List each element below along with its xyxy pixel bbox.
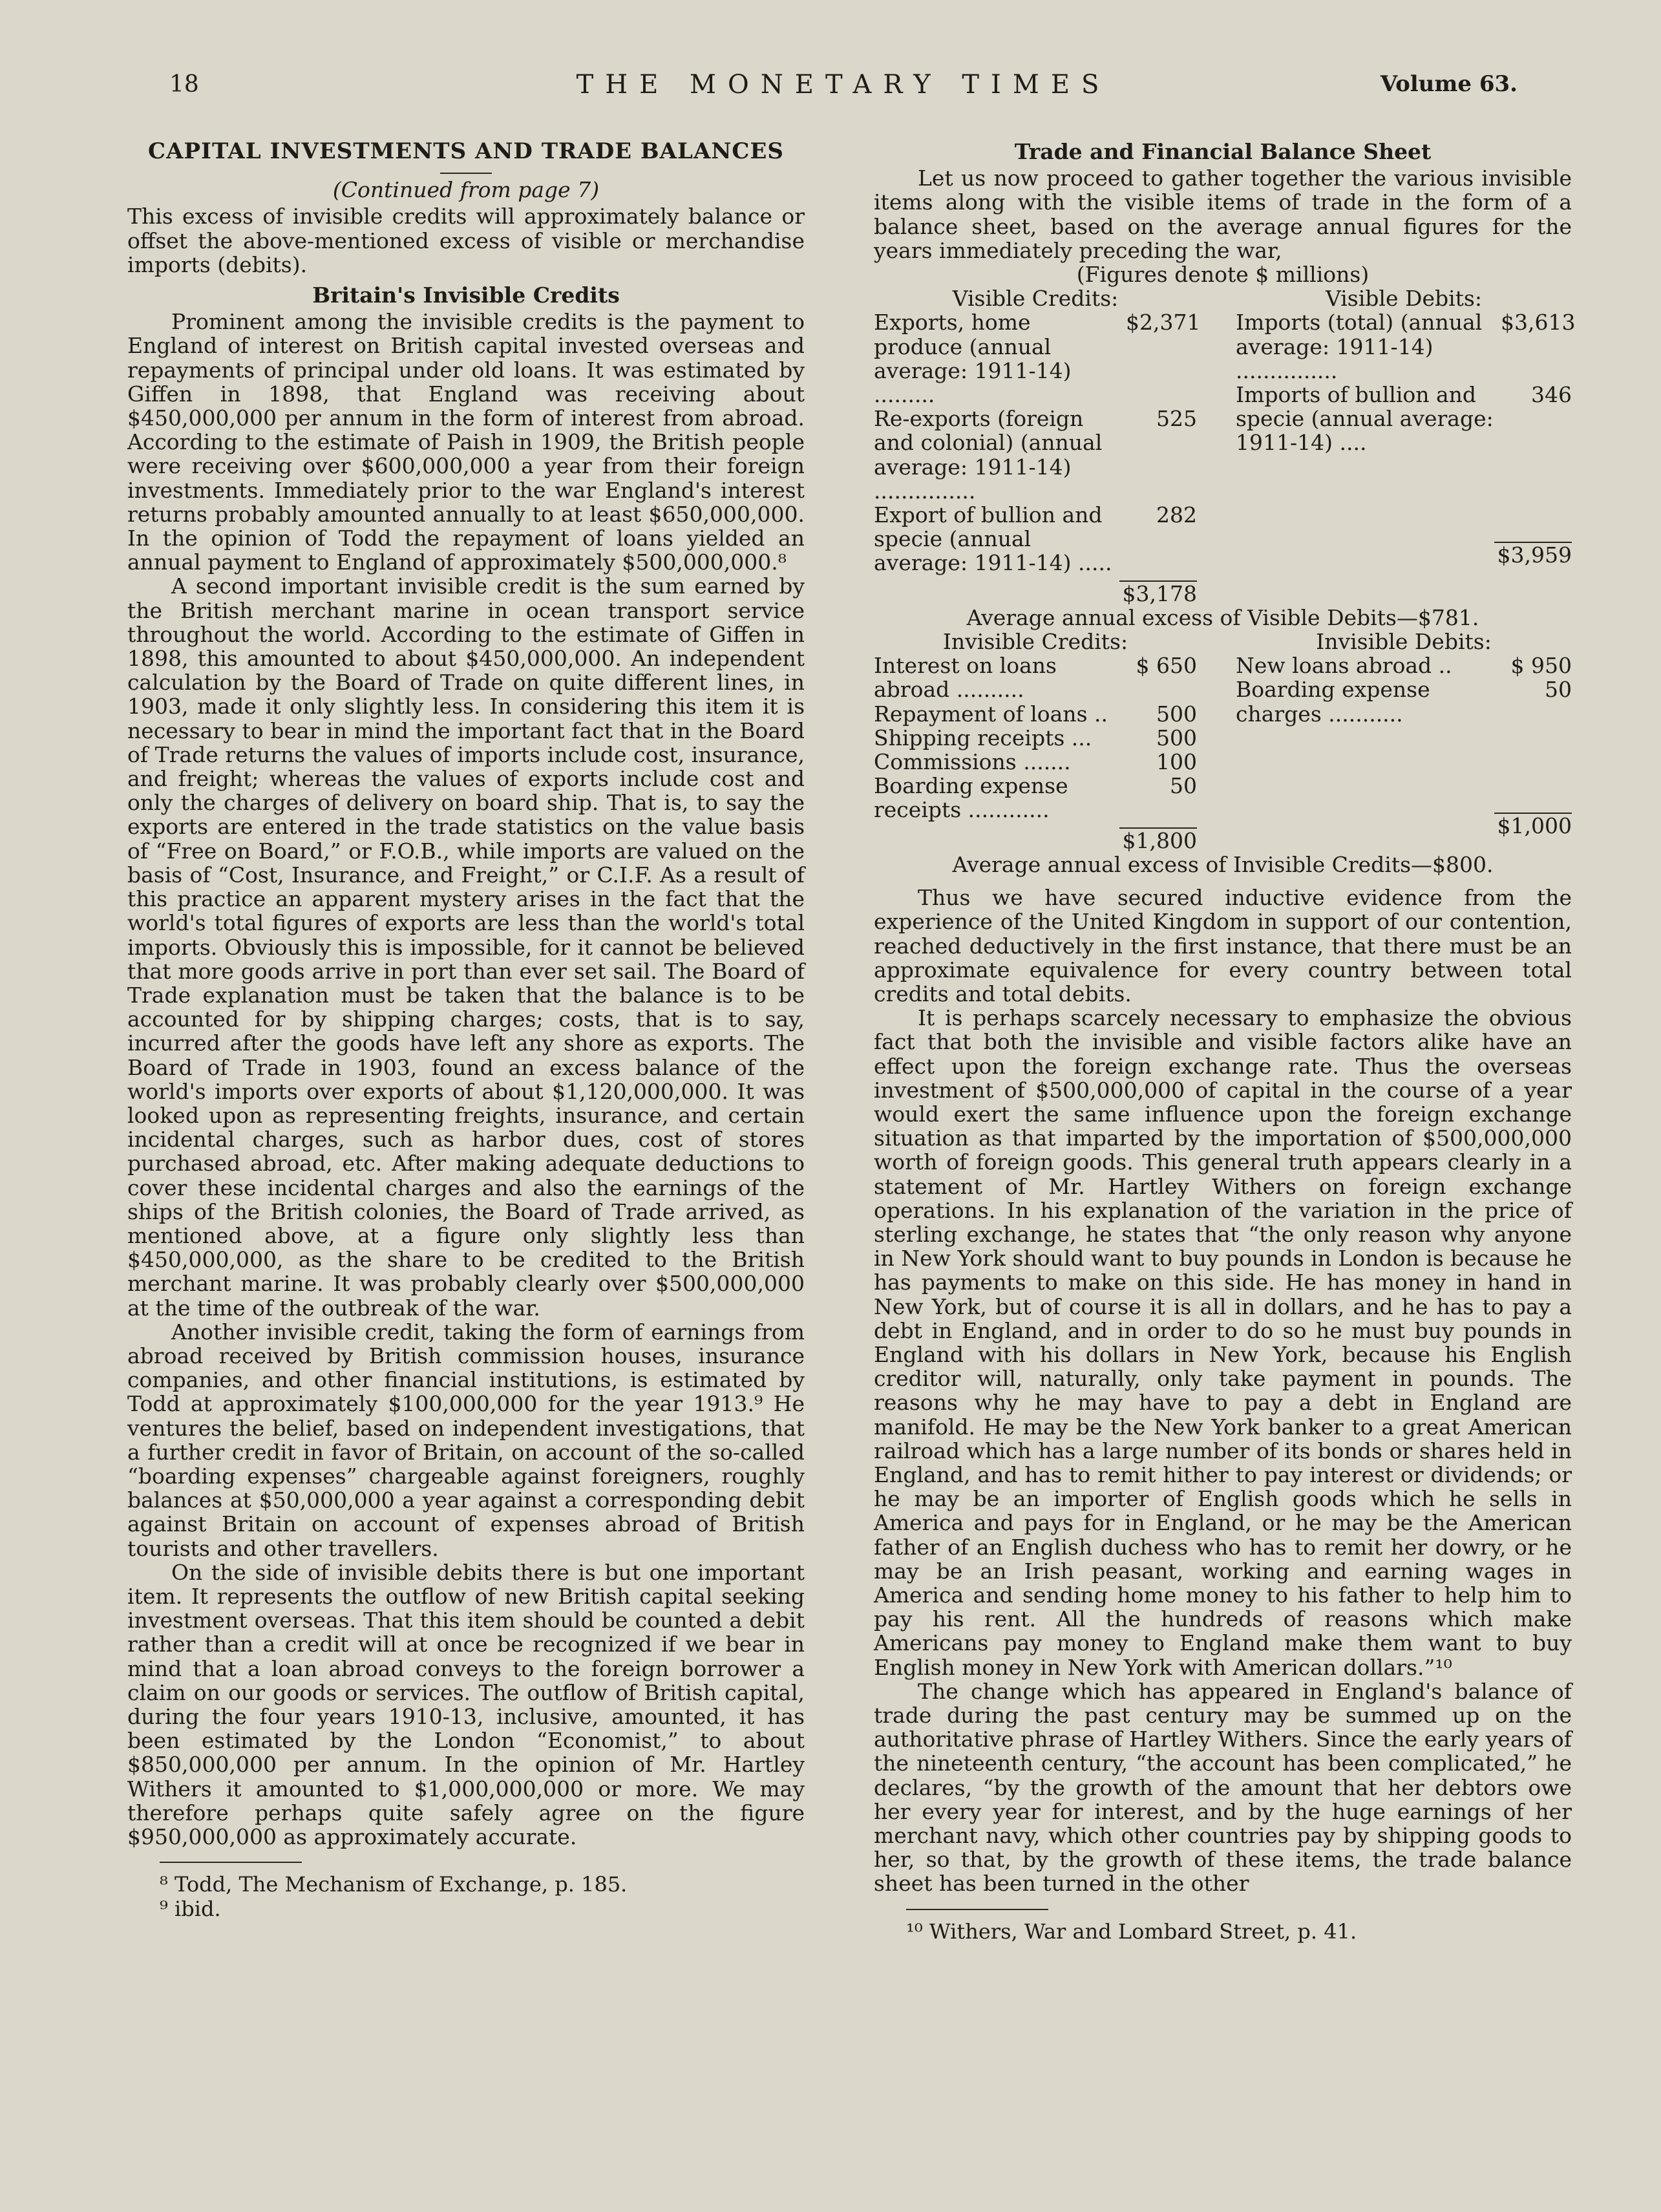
row-label: Boarding expense charges ...........	[1236, 677, 1430, 727]
table-row	[874, 503, 1197, 575]
table-row	[874, 726, 1197, 750]
section-heading: Trade and Financial Balance Sheet	[1014, 139, 1432, 164]
column-heading: Invisible Debits:	[1316, 629, 1492, 655]
page-header	[169, 65, 1518, 103]
row-label: Re-exports (foreign and colonial) (annual average: 1911-14) ...............	[874, 406, 1103, 504]
section-heading: Britain's Invisible Credits	[312, 282, 620, 308]
column-heading: Visible Debits:	[1326, 286, 1482, 312]
footnote-rule	[160, 1862, 302, 1863]
visible-debits	[1236, 286, 1576, 606]
row-amount: 282	[1156, 502, 1197, 528]
table-row	[1236, 654, 1572, 677]
volume-label: Volume 63.	[1380, 71, 1518, 97]
table-row	[1236, 383, 1572, 455]
total-amount: $1,000	[1497, 813, 1572, 838]
title-rule	[440, 173, 492, 174]
total-amount: $3,959	[1497, 542, 1572, 568]
total-amount: $1,800	[1122, 827, 1197, 853]
row-label: Repayment of loans ..	[874, 701, 1108, 727]
footnote: ¹⁰ Withers, War and Lombard Street, p. 41.	[906, 1919, 1357, 1944]
intro-paragraph: This excess of invisible credits will approximately balance or offset the above-mentioned excess of visible or merchandise imports (debits).	[127, 204, 805, 277]
row-label: Imports (total) (annual average: 1911-14) ...............	[1236, 310, 1483, 383]
paragraph: Let us now proceed to gather together the various invisible items along with the visible items of trade in the form of a balance sheet, based on the average annual figures for the years immediately preceding the war,	[874, 165, 1572, 263]
row-amount: 50	[1545, 677, 1572, 703]
total-row	[874, 582, 1197, 606]
row-label: New loans abroad ..	[1236, 653, 1452, 679]
row-amount: $2,371	[1126, 310, 1201, 335]
row-amount: $ 950	[1510, 653, 1572, 679]
paragraph: A second important invisible credit is the sum earned by the British merchant marine in ocean transport service throughout the world. According to the estimate of Giffen in 1898, this amounted to about $450,000,000. An independent calculation by the Board of Trade on quite different lines, in 1903, made it only slightly less. In considering this item it is necessary to bear in mind the important fact that in the Board of Trade returns the values of imports include cost, insurance, and freight; whereas the values of exports include cost and only the charges of delivery on board ship. That is, to say the exports are entered in the trade statistics on the value basis of “Free on Board,” or F.O.B., while imports are valued on the basis of “Cost, Insurance, and Freight,” or C.I.F. As a result of this practice an apparent mystery arises in the fact that the world's total figures of exports are less than the world's total imports. Obviously this is impossible, for it cannot be believed that more goods arrive in port than ever set sail. The Board of Trade explanation must be taken that the balance is to be accounted for by shipping charges; costs, that is to say, incurred after the goods have left any shore as exports. The Board of Trade in 1903, found an excess balance of the world's imports over exports of about $1,120,000,000. It was looked upon as representing freights, insurance, and certain incidental charges, such as harbor dues, cost of stores purchased abroad, etc. After making adequate deductions to cover these incidental charges and also the earnings of the ships of the British colonies, the Board of Trade arrived, as mentioned above, at a figure only slightly less than $450,000,000, as the share to be credited to the British merchant marine. It was probably clearly over $500,000,000 at the time of the outbreak of the war.	[127, 573, 805, 1321]
row-amount: 50	[1170, 773, 1197, 799]
row-label: Shipping receipts ...	[874, 725, 1092, 750]
row-amount: 346	[1531, 382, 1572, 408]
continued-note: (Continued from page 7)	[332, 177, 600, 203]
footnote-rule	[906, 1909, 1048, 1910]
left-column	[127, 136, 805, 1921]
paragraph: Prominent among the invisible credits is the payment to England of interest on British capital invested overseas and repayments of principal under old loans. It was estimated by Giffen in 1898, that England was receiving about $450,000,000 per annum in the form of interest from abroad. According to the estimate of Paish in 1909, the British people were receiving over $600,000,000 a year from their foreign investments. Immediately prior to the war England's interest returns probably amounted annually to at least $650,000,000. In the opinion of Todd the repayment of loans yielded an annual payment to England of approximately $500,000,000.⁸	[127, 309, 805, 575]
total-row	[1236, 814, 1572, 838]
row-amount: 500	[1156, 701, 1197, 727]
footnote: ⁸ Todd, The Mechanism of Exchange, p. 185.	[160, 1872, 628, 1897]
table-row	[1236, 677, 1572, 725]
footnote: ⁹ ibid.	[160, 1897, 221, 1922]
total-row	[1236, 543, 1572, 567]
table-row	[874, 407, 1197, 503]
column-heading: Visible Credits:	[952, 286, 1119, 312]
row-label: Imports of bullion and specie (annual average: 1911-14) ....	[1236, 382, 1494, 456]
row-label: Commissions .......	[874, 749, 1071, 775]
row-label: Export of bullion and specie (annual average: 1911-14) .....	[874, 502, 1112, 576]
masthead: THE MONETARY TIMES	[576, 70, 1111, 100]
total-row	[874, 829, 1197, 853]
article-title: CAPITAL INVESTMENTS AND TRADE BALANCES	[148, 138, 784, 164]
row-amount: 525	[1156, 406, 1197, 432]
row-label: Boarding expense receipts ............	[874, 773, 1068, 823]
paragraph: Another invisible credit, taking the form of earnings from abroad received by British commission houses, insurance companies, and other financial institutions, is estimated by Todd at approximately $100,000,000 for the year 1913.⁹ He ventures the belief, based on independent investigations, that a further credit in favor of Britain, on account of the so-called “boarding expenses” chargeable against foreigners, roughly balances at $50,000,000 a year against a corresponding debit against Britain on account of expenses abroad of British tourists and other travellers.	[127, 1319, 805, 1561]
paragraph: It is perhaps scarcely necessary to emphasize the obvious fact that both the invisible and visible factors alike have an effect upon the foreign exchange rate. Thus the overseas investment of $500,000,000 of capital in the course of a year would exert the same influence upon the foreign exchange situation as that imparted by the importation of $500,000,000 worth of foreign goods. This general truth appears clearly in a statement of Mr. Hartley Withers on foreign exchange operations. In his explanation of the variation in the price of sterling exchange, he states that “the only reason why anyone in New York should want to buy pounds in London is because he has payments to make on this side. He has money in hand in New York, but of course it is all in dollars, and he has to pay a debt in England, and in order to do so he must buy pounds in England with his dollars in New York, because his English creditor will, naturally, only take payment in pounds. The reasons why he may have to pay a debt in England are manifold. He may be the New York banker to a great American railroad which has a large number of its bonds or shares held in England, and has to remit hither to pay interest or dividends; or he may be an importer of English goods which he sells in America and pays for in England, or he may be the American father of an English duchess who has to remit her dowry, or he may be an Irish peasant, working and earning wages in America and sending home money to his father to help him to pay his rent. All the hundreds of reasons which make Americans pay money to England make them want to buy English money in New York with American dollars.”¹⁰	[874, 1005, 1572, 1680]
column-heading: Invisible Credits:	[942, 629, 1128, 655]
paragraph: The change which has appeared in England's balance of trade during the past century may be summed up on the authoritative phrase of Hartley Withers. Since the early years of the nineteenth century, “the account has been complicated,” he declares, “by the growth of the amount that her debtors owe her every year for interest, and by the huge earnings of her merchant navy, which other countries pay by shipping goods to her, so that, by the growth of these items, the trade balance sheet has been turned in the other	[874, 1678, 1572, 1897]
row-amount: $ 650	[1136, 653, 1197, 679]
table-row	[874, 654, 1197, 701]
paragraph: On the side of invisible debits there is but one important item. It represents the outflow of new British capital seeking investment overseas. That this item should be counted a debit rather than a credit will at once be recognized if we bear in mind that a loan abroad conveys to the foreign borrower a claim on our goods or services. The outflow of British capital, during the four years 1910-13, inclusive, amounted, it has been estimated by the London “Economist,” to about $850,000,000 per annum. In the opinion of Mr. Hartley Withers it amounted to $1,000,000,000 or more. We may therefore perhaps quite safely agree on the figure $950,000,000 as approximately accurate.	[127, 1559, 805, 1850]
visible-excess: Average annual excess of Visible Debits—$781.	[966, 604, 1479, 630]
invisible-excess: Average annual excess of Invisible Credits—$800.	[952, 851, 1494, 877]
table-row	[1236, 310, 1576, 383]
table-row	[874, 702, 1197, 726]
table-row	[874, 310, 1201, 408]
row-label: Interest on loans abroad ..........	[874, 653, 1057, 703]
page-number: 18	[169, 71, 199, 98]
table-row	[874, 750, 1197, 774]
visible-credits	[874, 286, 1201, 606]
visible-balance-table	[874, 286, 1576, 630]
row-amount: $3,613	[1501, 310, 1576, 335]
invisible-balance-table	[874, 630, 1572, 877]
figures-note: (Figures denote $ millions)	[1076, 262, 1370, 288]
row-amount: 100	[1156, 749, 1197, 775]
table-row	[874, 774, 1197, 822]
invisible-credits	[874, 630, 1197, 853]
total-amount: $3,178	[1122, 580, 1197, 606]
right-column	[874, 136, 1576, 1944]
row-amount: 500	[1156, 725, 1197, 750]
paragraph: Thus we have secured inductive evidence from the experience of the United Kingdom in support of our contention, reached deductively in the first instance, that there must be an approximate equivalence for every country between total credits and total debits.	[874, 885, 1572, 1006]
invisible-debits	[1236, 630, 1572, 853]
row-label: Exports, home produce (annual average: 1911-14) .........	[874, 310, 1072, 408]
